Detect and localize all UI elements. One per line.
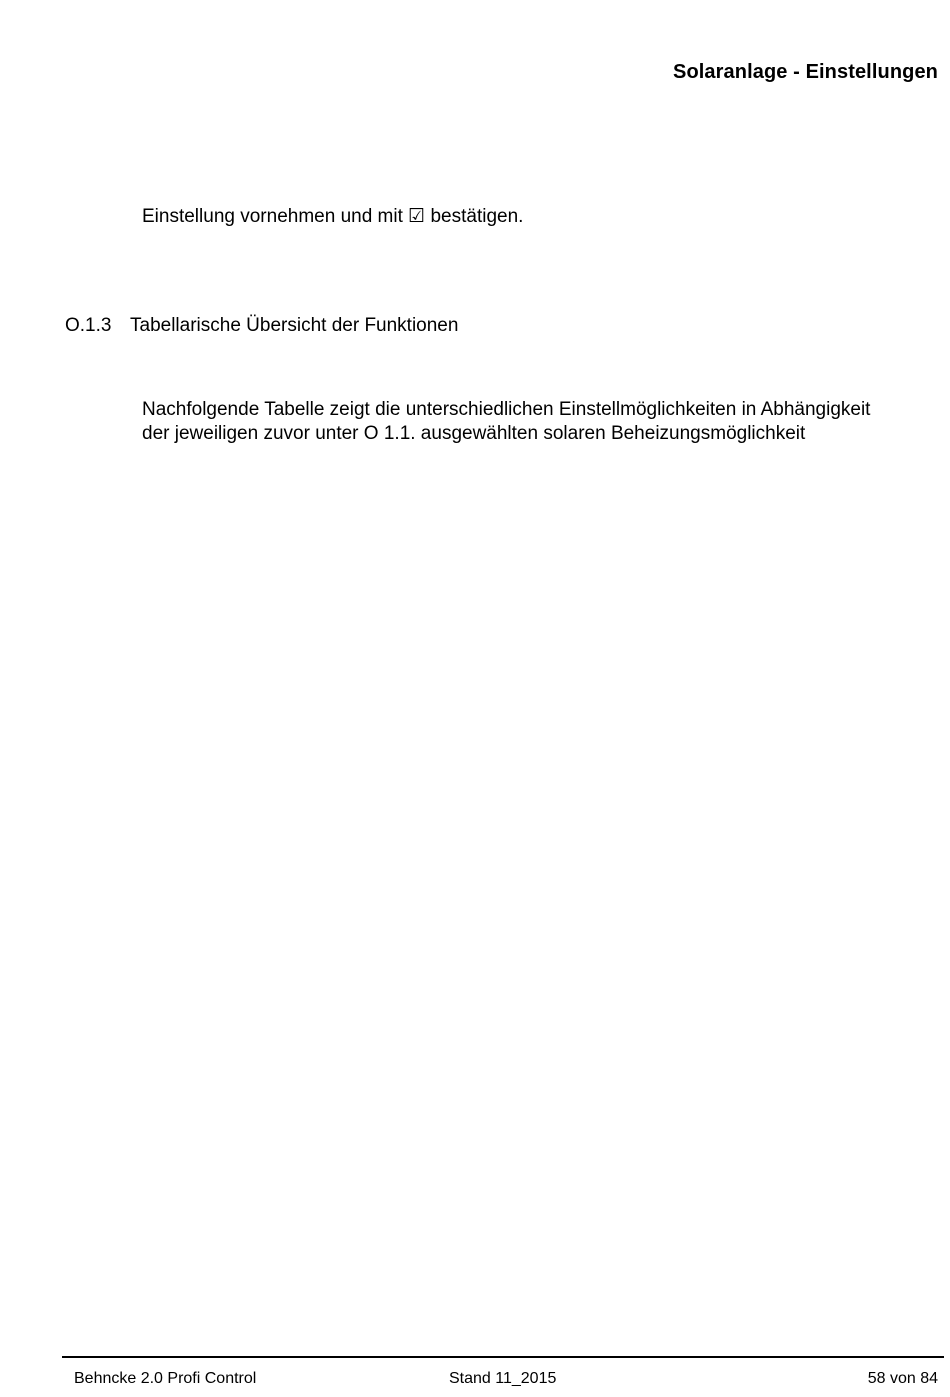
paragraph-line: der jeweiligen zuvor unter O 1.1. ausgewählten solaren Beheizungsmöglichkeit <box>142 423 806 444</box>
footer-version: Stand 11_2015 <box>449 1370 557 1387</box>
footer-page-number: 58 von 84 <box>867 1370 938 1387</box>
section-number: O.1.3 <box>65 315 112 336</box>
paragraph-line: Nachfolgende Tabelle zeigt die unterschiedlichen Einstellmöglichkeiten in Abhängigkeit <box>142 399 871 420</box>
intro-paragraph <box>142 398 932 446</box>
footer-divider <box>62 1356 944 1358</box>
page-header-title: Solaranlage - Einstellungen <box>673 61 938 83</box>
section-heading <box>65 315 458 337</box>
instruction-text: Einstellung vornehmen und mit ☑ bestätigen. <box>142 206 524 227</box>
footer-product: Behncke 2.0 Profi Control <box>74 1370 257 1387</box>
section-title: Tabellarische Übersicht der Funktionen <box>130 315 459 336</box>
